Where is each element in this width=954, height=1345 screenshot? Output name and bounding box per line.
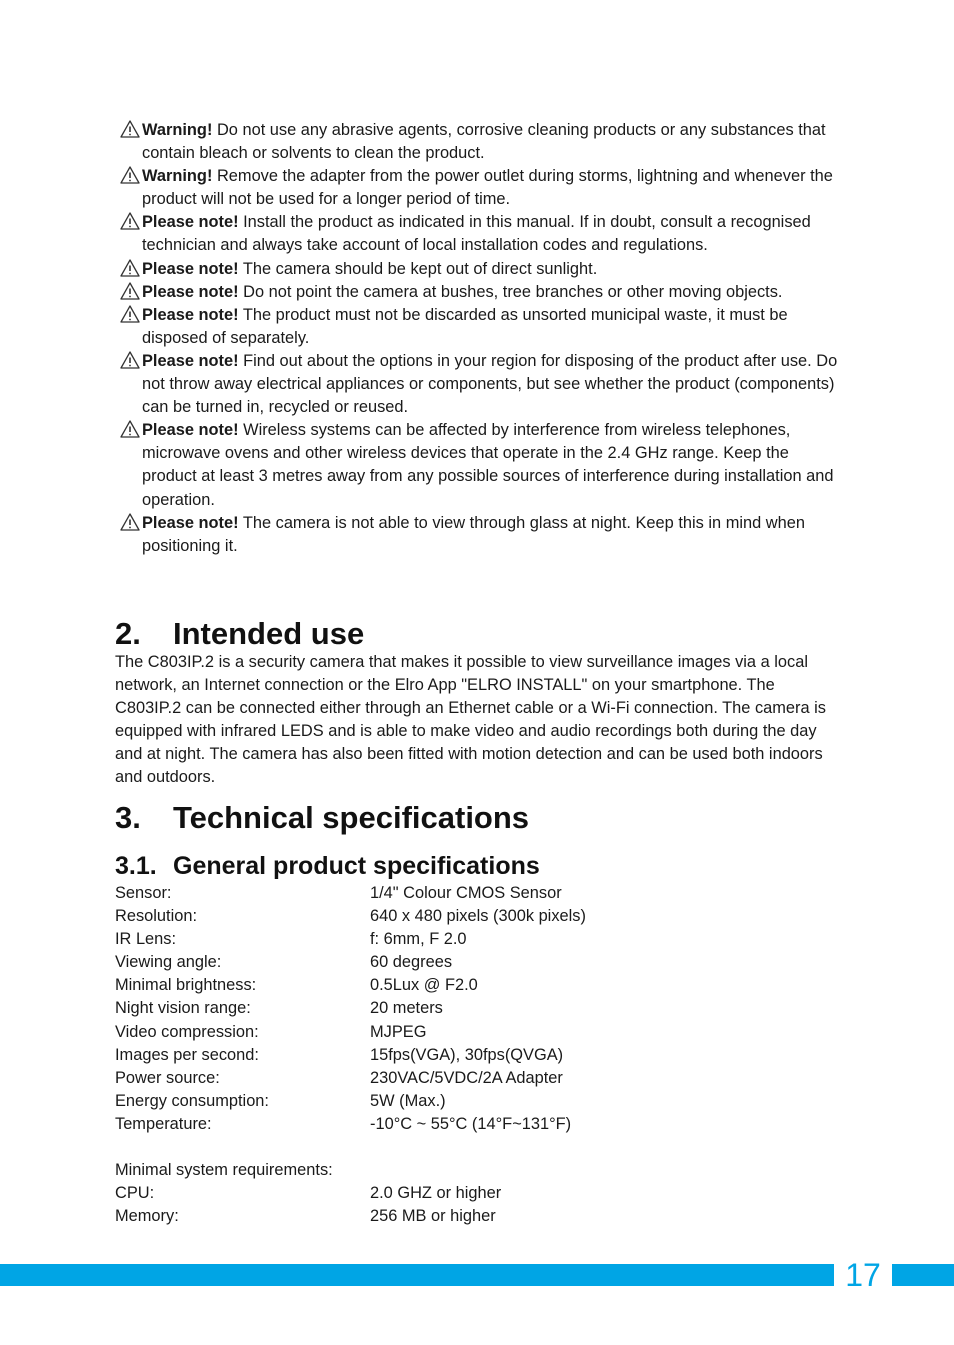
warning-label: Please note! (142, 351, 239, 370)
warning-triangle-icon (120, 351, 140, 369)
warning-text: Do not point the camera at bushes, tree branches or other moving objects. (238, 282, 783, 301)
spec-value: 640 x 480 pixels (300k pixels) (370, 907, 586, 926)
spec-key: IR Lens: (115, 930, 177, 949)
warning-text: Install the product as indicated in this manual. If in doubt, consult a recognised technician and always take account of local installation codes and regulations. (142, 213, 811, 255)
subsection-3-1-heading (115, 850, 540, 882)
spec-value: 0.5Lux @ F2.0 (370, 976, 478, 995)
intended-use-paragraph: The C803IP.2 is a security camera that makes it possible to view surveillance images via a local network, an Internet connection or the Elro App "ELRO INSTALL" on your smartphone. The C803IP.2 can be connected either through an Ethernet cable or a Wi-Fi connection. The camera is equipped with infrared LEDS and is able to make video and audio recordings both during the day and at night. The camera has also been fitted with motion detection and can be used both indoors and outdoors. (115, 653, 826, 787)
spec-key: Minimal brightness: (115, 976, 257, 995)
footer-bar (0, 1264, 954, 1286)
warning-text: Remove the adapter from the power outlet during storms, lightning and whenever the product will not be used for a longer period of time. (142, 167, 833, 209)
spec-table (115, 882, 715, 1228)
spec-key: Energy consumption: (115, 1091, 269, 1110)
spec-key: Images per second: (115, 1045, 259, 1064)
spec-key: Night vision range: (115, 999, 251, 1018)
warning-triangle-icon (120, 420, 140, 438)
spec-value: f: 6mm, F 2.0 (370, 930, 467, 949)
warning-item (118, 165, 848, 211)
system-requirements-label: Minimal system requirements: (115, 1161, 333, 1180)
spec-value: 15fps(VGA), 30fps(QVGA) (370, 1045, 564, 1064)
warning-item (118, 512, 848, 558)
warning-text: The camera is not able to view through glass at night. Keep this in mind when positioning it. (142, 513, 805, 555)
spec-row (115, 1113, 715, 1136)
spec-value: 2.0 GHZ or higher (370, 1184, 502, 1203)
spec-key: Temperature: (115, 1114, 212, 1133)
warning-triangle-icon (120, 259, 140, 277)
spec-row (115, 928, 715, 951)
warning-label: Warning! (142, 167, 213, 186)
section-title: Intended use (173, 616, 365, 651)
spec-row (115, 1205, 715, 1228)
spec-value: 5W (Max.) (370, 1091, 446, 1110)
warning-item (118, 350, 848, 419)
spec-row (115, 974, 715, 997)
spec-value: MJPEG (370, 1022, 427, 1041)
spec-key: CPU: (115, 1184, 155, 1203)
spec-key: Video compression: (115, 1022, 259, 1041)
spec-value: 1/4" Colour CMOS Sensor (370, 884, 562, 902)
section-number: 3. (115, 800, 141, 835)
spec-key: Memory: (115, 1207, 179, 1226)
warning-label: Please note! (142, 282, 239, 301)
section-number: 2. (115, 616, 141, 651)
warning-item (118, 211, 848, 257)
system-requirements-heading (115, 1159, 715, 1182)
spec-row (115, 905, 715, 928)
spec-key: Resolution: (115, 907, 198, 926)
warning-triangle-icon (120, 166, 140, 184)
warning-item (118, 281, 848, 304)
warning-label: Warning! (142, 121, 213, 139)
spec-row (115, 997, 715, 1020)
warning-text: Find out about the options in your region for disposing of the product after use. Do not throw away electrical appliances or components, but see whether the product (components) can be turned in, recycled or reused. (142, 351, 838, 417)
spec-key: Viewing angle: (115, 953, 222, 972)
spec-row (115, 1044, 715, 1067)
warning-item (118, 258, 848, 281)
warning-item (118, 119, 848, 165)
subsection-number: 3.1. (115, 852, 157, 880)
spec-value: 20 meters (370, 999, 443, 1018)
spec-row (115, 882, 715, 905)
warning-label: Please note! (142, 213, 239, 232)
section-2-heading (115, 614, 364, 654)
spacer (115, 1136, 715, 1159)
warnings-list (118, 119, 848, 558)
warning-label: Please note! (142, 305, 239, 324)
warning-triangle-icon (120, 282, 140, 300)
spec-row (115, 951, 715, 974)
spec-key: Power source: (115, 1068, 220, 1087)
spec-row (115, 1090, 715, 1113)
warning-triangle-icon (120, 305, 140, 323)
page-number: 17 (834, 1254, 892, 1296)
spec-value: 230VAC/5VDC/2A Adapter (370, 1068, 563, 1087)
warning-label: Please note! (142, 513, 239, 532)
warning-triangle-icon (120, 513, 140, 531)
section-3-heading (115, 798, 529, 838)
warning-item (118, 419, 848, 511)
spec-row (115, 1021, 715, 1044)
warning-label: Please note! (142, 259, 239, 278)
warning-label: Please note! (142, 421, 239, 440)
spec-row (115, 1067, 715, 1090)
warning-item (118, 304, 848, 350)
spec-row (115, 1182, 715, 1205)
warning-text: The camera should be kept out of direct sunlight. (238, 259, 598, 278)
spec-value: 256 MB or higher (370, 1207, 496, 1226)
section-title: Technical specifications (173, 800, 530, 835)
warning-text: Do not use any abrasive agents, corrosive cleaning products or any substances that contain bleach or solvents to clean the product. (142, 121, 826, 163)
warning-triangle-icon (120, 120, 140, 138)
warning-text: The product must not be discarded as unsorted municipal waste, it must be disposed of separately. (142, 305, 788, 347)
warning-triangle-icon (120, 212, 140, 230)
spec-value: -10°C ~ 55°C (14°F~131°F) (370, 1114, 572, 1133)
spec-value: 60 degrees (370, 953, 453, 972)
subsection-title: General product specifications (173, 852, 540, 880)
spec-key: Sensor: (115, 884, 172, 902)
warning-text: Wireless systems can be affected by interference from wireless telephones, microwave ovens and other wireless devices that operate in the 2.4 GHz range. Keep the product at least 3 metres away from any possible sources of interference during installation and operation. (142, 421, 834, 509)
